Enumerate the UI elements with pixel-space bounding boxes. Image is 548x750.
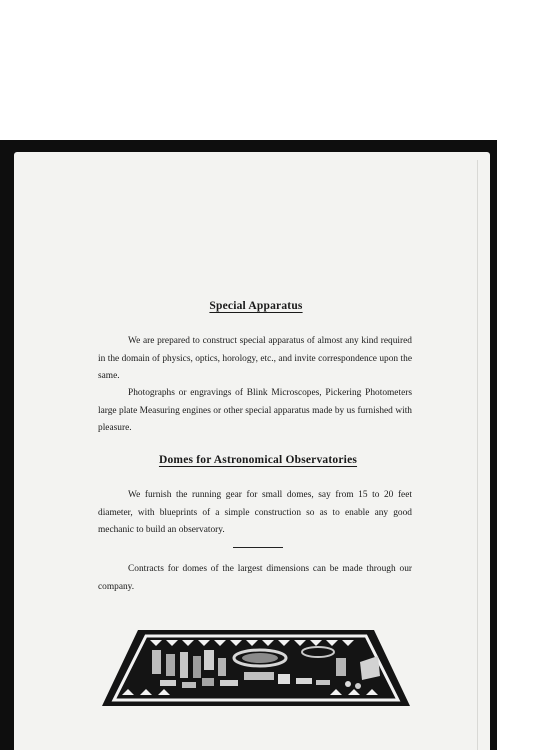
heading-special-apparatus: Special Apparatus [209,300,303,312]
paragraph-special-apparatus-1: We are prepared to construct special apparatus of almost any kind required in the domain of physics, optics, horology, etc., and invite correspondence upon the same. [98,336,412,381]
section-divider [233,547,283,548]
paragraph-domes-1: We furnish the running gear for small domes, say from 15 to 20 feet diameter, with blueprints of a simple construction so as to enable any good mechanic to build an observatory. [98,490,412,535]
page-edge-shadow [477,160,478,750]
paragraph-special-apparatus-2: Photographs or engravings of Blink Microscopes, Pickering Photometers large plate Measuring engines or other special apparatus made by us furnished with pleasure. [98,388,412,433]
heading-domes: Domes for Astronomical Observatories [158,454,358,466]
blank-margin-top [0,0,548,140]
apparatus-illustration [100,628,412,710]
paragraph-domes-2: Contracts for domes of the largest dimensions can be made through our company. [98,564,412,592]
scan-gutter [497,140,548,750]
